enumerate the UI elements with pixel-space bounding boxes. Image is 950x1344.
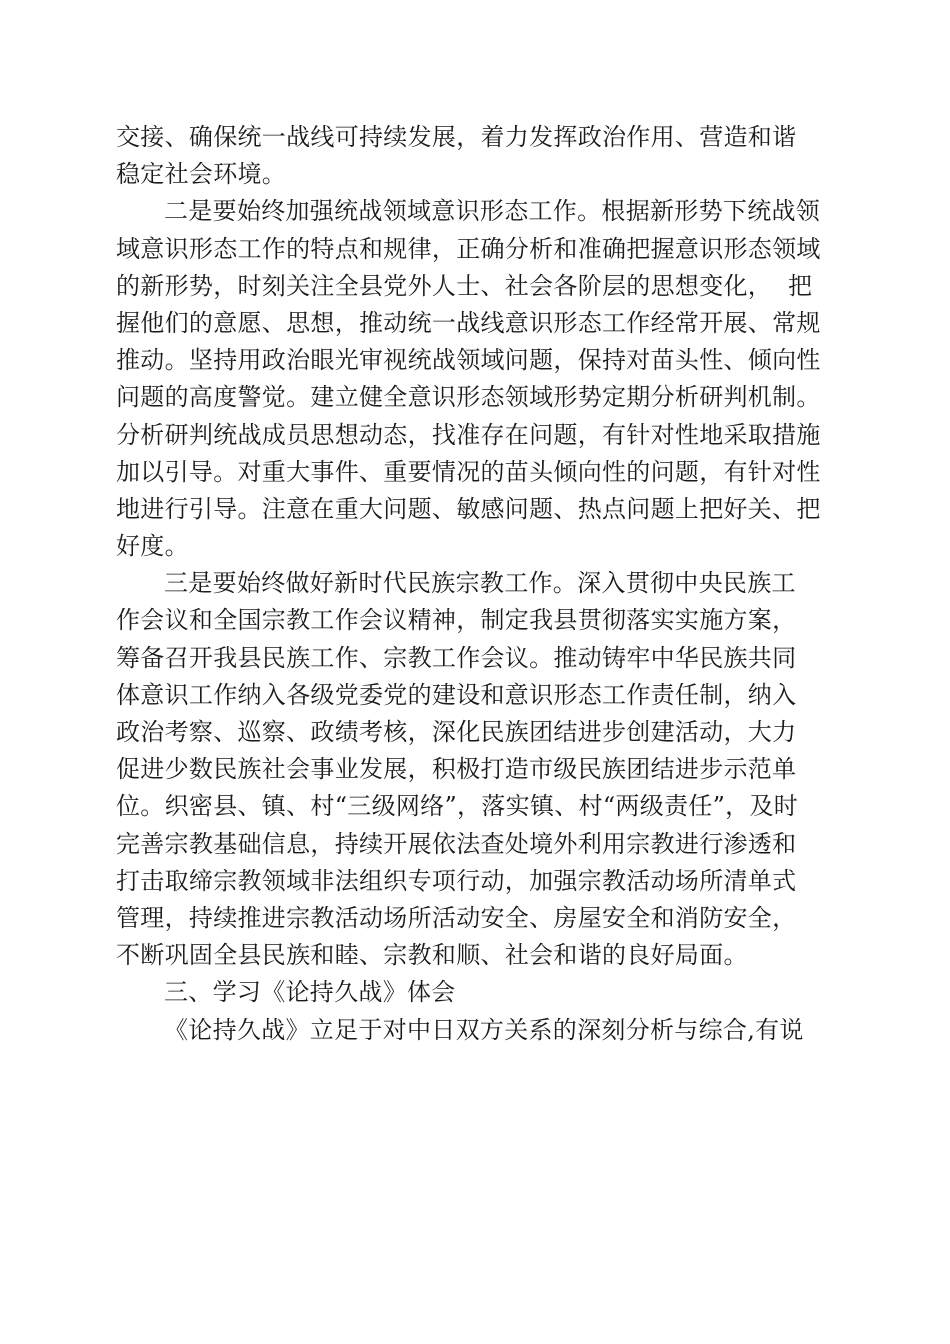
paragraph-start-line: 《论持久战》立足于对中日双方关系的深刻分析与综合,有说: [164, 1015, 804, 1044]
text-line: 政治考察、巡察、政绩考核，深化民族团结进步创建活动，大力: [116, 718, 797, 746]
text-line: 好度。: [116, 532, 189, 561]
text-line: 稳定社会环境。: [116, 160, 287, 189]
paragraph-start-line: 二是要始终加强统战领域意识形态工作。根据新形势下统战领: [164, 197, 821, 226]
text-line: 作会议和全国宗教工作会议精神，制定我县贯彻落实实施方案，: [116, 606, 797, 635]
text-line: 位。织密县、镇、村“三级网络”，落实镇、村“两级责任”，及时: [116, 792, 799, 821]
text-line: 打击取缔宗教领域非法组织专项行动，加强宗教活动场所清单式: [116, 866, 797, 895]
text-line: 握他们的意愿、思想，推动统一战线意识形态工作经常开展、常规: [116, 308, 821, 337]
text-line: 不断巩固全县民族和睦、宗教和顺、社会和谐的良好局面。: [116, 941, 748, 970]
text-line: 的新形势，时刻关注全县党外人士、社会各阶层的思想变化， 把: [116, 271, 813, 300]
text-line: 加以引导。对重大事件、重要情况的苗头倾向性的问题，有针对性: [116, 457, 821, 486]
document-body: [116, 119, 856, 1049]
text-line: 推动。坚持用政治眼光审视统战领域问题，保持对苗头性、倾向性: [116, 346, 821, 375]
text-line: 分析研判统战成员思想动态，找准存在问题，有针对性地采取措施: [116, 420, 821, 449]
text-line: 域意识形态工作的特点和规律，正确分析和准确把握意识形态领域: [116, 234, 821, 263]
text-line: 交接、确保统一战线可持续发展，着力发挥政治作用、营造和谐: [116, 123, 797, 151]
text-line: 地进行引导。注意在重大问题、敏感问题、热点问题上把好关、把: [116, 494, 821, 523]
text-line: 问题的高度警觉。建立健全意识形态领域形势定期分析研判机制。: [116, 383, 821, 412]
text-line: 体意识工作纳入各级党委党的建设和意识形态工作责任制，纳入: [116, 680, 797, 709]
text-line: 完善宗教基础信息，持续开展依法查处境外利用宗教进行渗透和: [116, 829, 797, 858]
section-heading: 三、学习《论持久战》体会: [164, 978, 456, 1007]
text-line: 管理，持续推进宗教活动场所活动安全、房屋安全和消防安全，: [116, 903, 797, 932]
paragraph-start-line: 三是要始终做好新时代民族宗教工作。深入贯彻中央民族工: [164, 569, 796, 598]
text-line: 促进少数民族社会事业发展，积极打造市级民族团结进步示范单: [116, 755, 797, 784]
text-line: 筹备召开我县民族工作、宗教工作会议。推动铸牢中华民族共同: [116, 643, 797, 672]
